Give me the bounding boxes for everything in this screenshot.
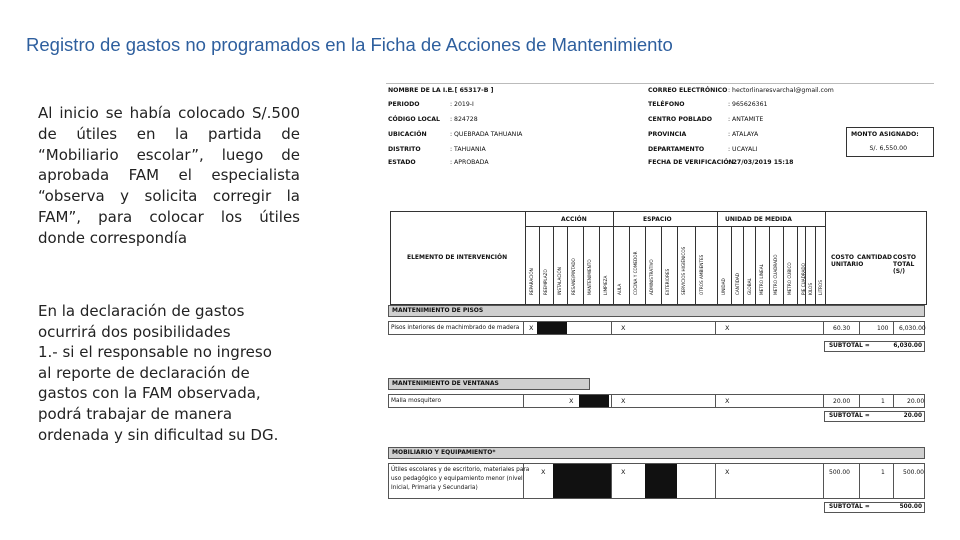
espacio-col: OTROS AMBIENTES bbox=[699, 254, 704, 295]
page-title: Registro de gastos no programados en la Ficha de Acciones de Mantenimiento bbox=[26, 34, 673, 55]
paragraph-initial-note: Al inicio se había colocado S/.500 de útiles en la partida de “Mobiliario escolar”, luego de aprobada FAM el especialista “observa y solicita corregir la FAM”, para colocar los útiles donde correspondía bbox=[38, 104, 300, 247]
unidad-col: METRO CUADRADO bbox=[773, 254, 778, 295]
periodo-value: : 2019-I bbox=[450, 101, 474, 108]
unidad-col: METRO LINEAL bbox=[759, 264, 764, 295]
elemento-header: ELEMENTO DE INTERVENCIÓN bbox=[407, 254, 508, 261]
mark-x: X bbox=[621, 468, 626, 476]
unidad-col: KILOS bbox=[808, 282, 813, 295]
unidad-col: UNIDAD bbox=[721, 278, 726, 295]
accion-col: MANTENIMIENTO bbox=[587, 259, 592, 295]
text-line: En la declaración de gastos bbox=[38, 302, 245, 320]
mark-x: X bbox=[725, 468, 730, 476]
centro-value: : ANTAMITE bbox=[728, 116, 764, 123]
accion-col: LIMPIEZA bbox=[603, 275, 608, 295]
nombre-label: NOMBRE DE LA I.E. bbox=[388, 87, 455, 94]
subtotal-value: 6,030.00 bbox=[893, 343, 922, 349]
subtotal-row: SUBTOTAL = 500.00 bbox=[824, 502, 925, 513]
mark-x: X bbox=[621, 324, 626, 332]
distrito-label: DISTRITO bbox=[388, 146, 421, 153]
centro-label: CENTRO POBLADO bbox=[648, 116, 712, 123]
accion-header: ACCIÓN bbox=[561, 216, 587, 223]
unidad-col: CANTIDAD bbox=[735, 273, 740, 295]
fecha-value: : 27/03/2019 15:18 bbox=[728, 159, 794, 166]
ubicacion-label: UBICACIÓN bbox=[388, 131, 427, 138]
text-line: gastos con la FAM observada, bbox=[38, 384, 261, 403]
provincia-label: PROVINCIA bbox=[648, 131, 687, 138]
table-row bbox=[388, 394, 925, 408]
espacio-col: ADMINISTRATIVO bbox=[649, 259, 654, 295]
correo-label: CORREO ELECTRÓNICO bbox=[648, 87, 728, 94]
costo-unitario: 60.30 bbox=[833, 325, 851, 332]
espacio-col: SERVICIOS HIGIÉNICOS bbox=[681, 246, 686, 295]
accion-col: REEMPLAZO bbox=[543, 269, 548, 295]
paragraph-possibilities bbox=[38, 301, 313, 445]
accion-col: REPARACIÓN bbox=[529, 268, 534, 295]
correo-value: : hectorlinaresvarchal@gmail.com bbox=[728, 87, 834, 94]
accion-col: INSTALACIÓN bbox=[557, 267, 562, 295]
item-description: Malla mosquitero bbox=[391, 398, 441, 404]
redaction-block bbox=[537, 322, 567, 334]
telefono-label: TELÉFONO bbox=[648, 101, 685, 108]
monto-label: MONTO ASIGNADO: bbox=[851, 131, 919, 138]
espacio-header: ESPACIO bbox=[643, 216, 672, 223]
unidad-col: LITROS bbox=[818, 280, 823, 295]
mark-x: X bbox=[621, 397, 626, 405]
nombre-value: : [ 65317-B ] bbox=[450, 87, 494, 94]
subtotal-row: SUBTOTAL = 20.00 bbox=[824, 411, 925, 422]
fam-document-image bbox=[386, 83, 934, 521]
table-row bbox=[388, 321, 925, 335]
mark-x: X bbox=[529, 324, 534, 332]
costo-unitario-header: COSTO UNITARIO bbox=[831, 254, 864, 268]
subtotal-value: 20.00 bbox=[903, 413, 922, 419]
provincia-value: : ATALAYA bbox=[728, 131, 759, 138]
unidad-col: GLOBAL bbox=[747, 278, 752, 295]
fecha-label: FECHA DE VERIFICACIÓN bbox=[648, 159, 734, 166]
text-line: al reporte de declaración de bbox=[38, 363, 250, 382]
divider bbox=[386, 83, 934, 84]
mark-x: X bbox=[541, 468, 546, 476]
table-row bbox=[388, 463, 925, 499]
codigo-value: : 824728 bbox=[450, 116, 478, 123]
redaction-block bbox=[579, 395, 609, 407]
codigo-label: CÓDIGO LOCAL bbox=[388, 116, 440, 123]
accion-col: RESANE/PINTADO bbox=[571, 258, 576, 295]
text-line: 1.- si el responsable no ingreso bbox=[38, 343, 272, 362]
distrito-value: : TAHUANIA bbox=[450, 146, 486, 153]
departamento-label: DEPARTAMENTO bbox=[648, 146, 705, 153]
monto-asignado-box bbox=[846, 127, 934, 157]
espacio-col: EXTERIORES bbox=[665, 268, 670, 295]
monto-value: S/. 6,550.00 bbox=[869, 145, 907, 152]
unidad-col: METRO CÚBICO bbox=[787, 262, 792, 295]
unidad-header: UNIDAD DE MEDIDA bbox=[725, 216, 792, 223]
espacio-col: COCINA Y COMEDOR bbox=[633, 251, 638, 295]
costo-total: 500.00 bbox=[903, 469, 924, 476]
periodo-label: PERIODO bbox=[388, 101, 420, 108]
subtotal-value: 500.00 bbox=[899, 504, 922, 510]
redaction-block bbox=[645, 464, 677, 498]
column-header-grid bbox=[390, 211, 927, 305]
mark-x: X bbox=[725, 397, 730, 405]
telefono-value: : 965626361 bbox=[728, 101, 768, 108]
section-header: MOBILIARIO Y EQUIPAMIENTO* bbox=[388, 447, 925, 459]
departamento-value: : UCAYALI bbox=[728, 146, 758, 153]
costo-total: 6,030.00 bbox=[899, 325, 926, 332]
item-description: Útiles escolares y de escritorio, materiales para bbox=[391, 467, 530, 473]
cantidad-header: CANTIDAD bbox=[857, 254, 892, 261]
costo-total-header: COSTO TOTAL (S/) bbox=[893, 254, 917, 275]
redaction-block bbox=[553, 464, 611, 498]
ubicacion-value: : QUEBRADA TAHUANIA bbox=[450, 131, 523, 138]
estado-value: : APROBADA bbox=[450, 159, 489, 166]
estado-label: ESTADO bbox=[388, 159, 416, 166]
espacio-col: AULA bbox=[617, 283, 622, 295]
mark-x: X bbox=[725, 324, 730, 332]
cantidad: 1 bbox=[881, 469, 885, 476]
text-line: podrá trabajar de manera bbox=[38, 404, 233, 423]
cantidad: 100 bbox=[877, 325, 889, 332]
mark-x: X bbox=[569, 397, 574, 405]
item-description: Inicial, Primaria y Secundaria) bbox=[391, 485, 478, 491]
costo-unitario: 500.00 bbox=[829, 469, 850, 476]
subtotal-row: SUBTOTAL = 6,030.00 bbox=[824, 341, 925, 352]
cantidad: 1 bbox=[881, 398, 885, 405]
section-header: MANTENIMIENTO DE PISOS bbox=[388, 305, 925, 317]
costo-total: 20.00 bbox=[907, 398, 925, 405]
unidad-col: PIE CUADRADO bbox=[801, 263, 806, 295]
item-description: Pisos interiores de machimbrado de madera bbox=[391, 325, 520, 331]
text-line: ordenada y sin dificultad su DG. bbox=[38, 425, 279, 444]
text-line: ocurrirá dos posibilidades bbox=[38, 322, 231, 341]
section-header: MANTENIMIENTO DE VENTANAS bbox=[388, 378, 590, 390]
item-description: uso pedagógico y equipamiento menor (nivel bbox=[391, 476, 523, 482]
costo-unitario: 20.00 bbox=[833, 398, 851, 405]
